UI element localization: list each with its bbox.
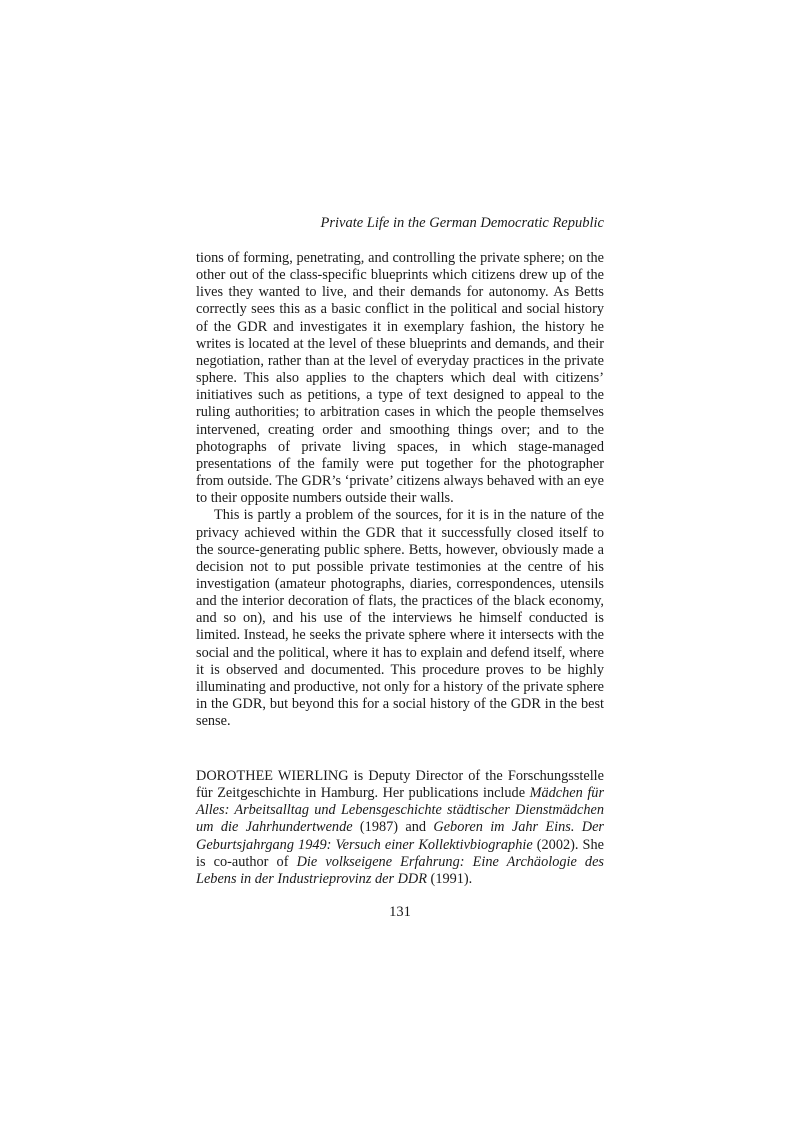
author-note-text: (1991). <box>426 870 473 887</box>
body-text <box>196 250 604 730</box>
running-header: Private Life in the German Democratic Republic <box>320 215 604 231</box>
book-title: Die volkseigene Erfahrung: Eine Archäologie des Lebens in der Industrieprovinz der DDR <box>196 853 604 887</box>
author-note-text: (1987) and <box>352 819 434 836</box>
book-title: Mädchen für Alles: Arbeitsalltag und Lebensgeschichte städtischer Dienstmädchen um die Jahrhundertwende <box>196 785 605 836</box>
paragraph-1: tions of forming, penetrating, and controlling the private sphere; on the other out of the class-specific blueprints which citizens drew up of the lives they wanted to live, and their demands for autonomy. As Betts correctly sees this as a basic conflict in the political and social history of the GDR and investigates it in exemplary fashion, the history he writes is located at the level of these blueprints and demands, and their negotiation, rather than at the level of everyday practices in the private sphere. This also applies to the chapters which deal with citizens’ initiatives such as petitions, a type of text designed to appeal to the ruling authorities; to arbitration cases in which the people themselves intervened, creating order and smoothing things over; and to the photographs of private living spaces, in which stage-managed presentations of the family were put together for the photographer from outside. The GDR’s ‘private’ citizens always behaved with an eye to their opposite numbers outside their walls. <box>196 250 604 507</box>
page-number: 131 <box>389 904 411 920</box>
author-note-text: DOROTHEE WIERLING is Deputy Director of the Forschungsstelle für Zeitgeschichte in Hamburg. Her publications include <box>196 768 604 802</box>
paragraph-2: This is partly a problem of the sources, for it is in the nature of the privacy achieved within the GDR that it successfully closed itself to the source-generating public sphere. Betts, however, obviously made a decision not to put possible private testimonies at the centre of his investigation (amateur photographs, diaries, correspondences, utensils and the interior decoration of flats, the practices of the black economy, and so on), and his use of the interviews he himself conducted is limited. Instead, he seeks the private sphere where it intersects with the social and the political, where it has to explain and defend itself, where it is observed and documented. This procedure proves to be highly illuminating and productive, not only for a history of the private sphere in the GDR, but beyond this for a social history of the GDR in the best sense. <box>196 507 604 730</box>
book-title: Geboren im Jahr Eins. Der Geburtsjahrgang 1949: Versuch einer Kollektivbiographie <box>196 819 604 853</box>
author-note-text: (2002). She is co-author of <box>196 836 604 870</box>
author-note <box>196 768 604 888</box>
